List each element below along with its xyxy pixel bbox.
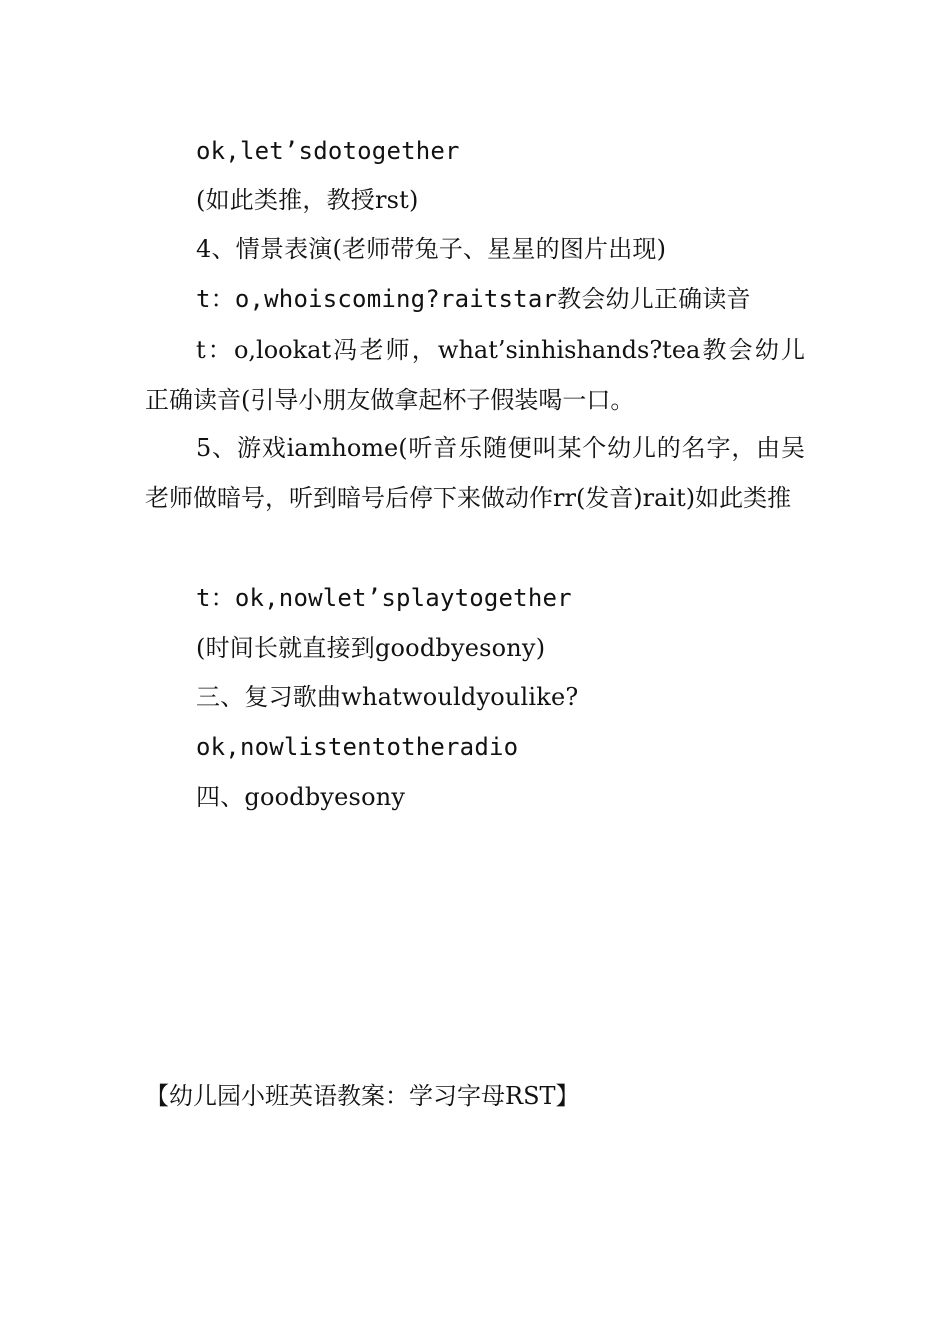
document-footer-title: 【幼儿园小班英语教案：学习字母RST】: [145, 1082, 580, 1110]
paragraph-line-3: 4、情景表演(老师带兔子、星星的图片出现): [196, 235, 667, 263]
paragraph-line-8: (时间长就直接到goodbyesony): [196, 634, 546, 662]
paragraph-line-4: t：o,whoiscoming?raitstar教会幼儿正确读音: [196, 285, 751, 313]
paragraph-multiline-2: 5、游戏iamhome(听音乐随便叫某个幼儿的名字，由吴老师做暗号，听到暗号后停下来做动作rr(发音)rait)如此类推: [145, 434, 805, 512]
paragraph-line-10: ok,nowlistentotheradio: [196, 733, 519, 761]
paragraph-line-9: 三、复习歌曲whatwouldyoulike?: [196, 683, 579, 711]
paragraph-line-2: (如此类推，教授rst): [196, 186, 419, 214]
paragraph-line-1: ok,let’sdotogether: [196, 137, 460, 165]
paragraph-multiline-1: t：o,lookat冯老师，what’sinhishands?tea教会幼儿正确读音(引导小朋友做拿起杯子假装喝一口。: [145, 336, 805, 414]
paragraph-line-11: 四、goodbyesony: [196, 783, 406, 811]
paragraph-line-7: t：ok,nowlet’splaytogether: [196, 584, 572, 612]
